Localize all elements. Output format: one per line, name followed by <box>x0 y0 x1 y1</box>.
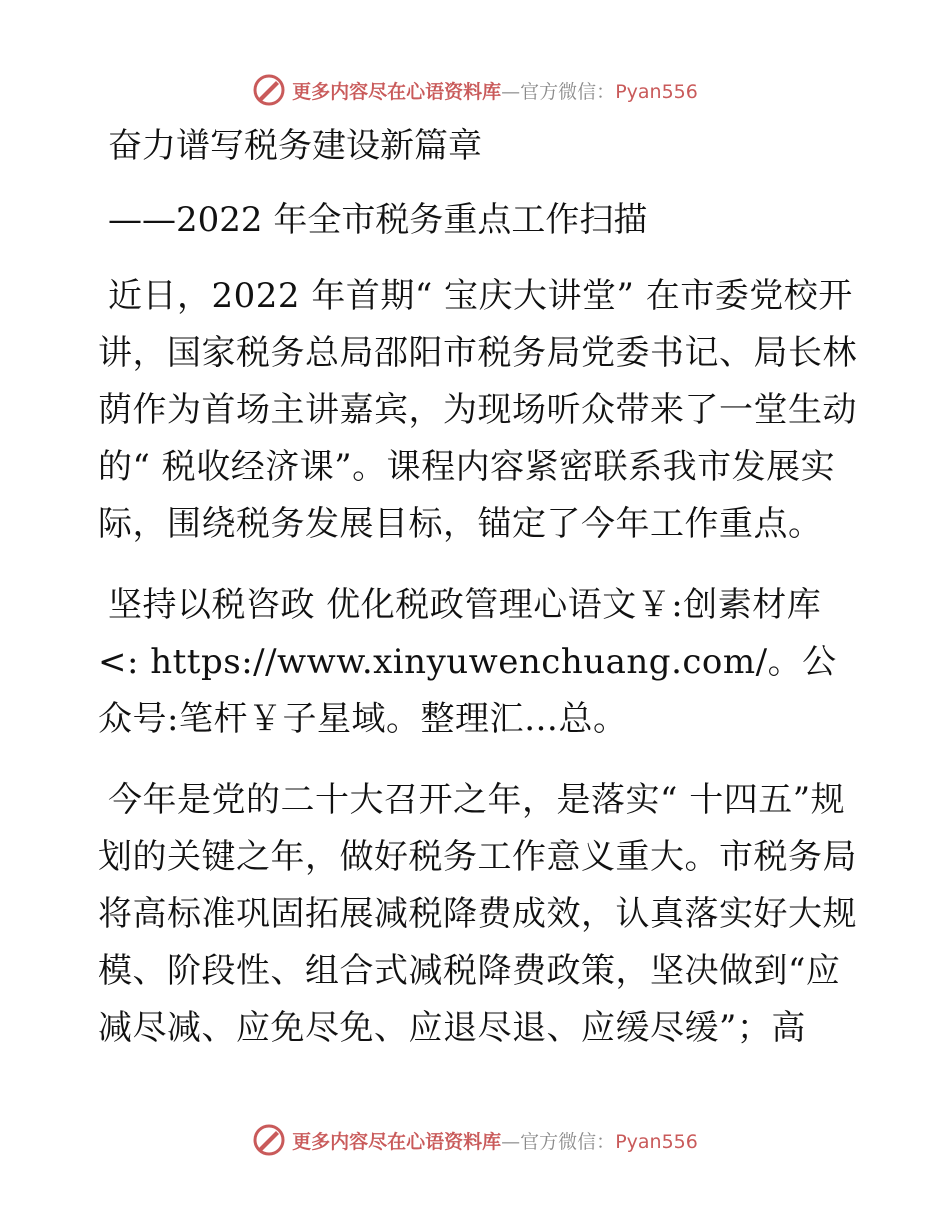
watermark-main-text: 更多内容尽在心语资料库 <box>292 1130 502 1153</box>
red-pen-seal-icon <box>252 73 286 107</box>
watermark-text <box>292 1127 698 1154</box>
watermark-main-text: 更多内容尽在心语资料库 <box>292 80 502 103</box>
wechat-label: 官方微信： <box>520 80 616 103</box>
watermark-text <box>292 77 698 104</box>
wechat-label: 官方微信： <box>520 1130 616 1153</box>
watermark-separator: — <box>501 1130 521 1153</box>
document-title: 奋力谱写税务建设新篇章 <box>108 126 482 166</box>
wechat-id: Pyan556 <box>615 1130 698 1153</box>
document-subtitle: ——2022 年全市税务重点工作扫描 <box>108 200 648 240</box>
wechat-id: Pyan556 <box>615 80 698 103</box>
watermark-separator: — <box>501 80 521 103</box>
footer-watermark-banner <box>0 1120 950 1160</box>
red-pen-seal-icon <box>252 1123 286 1157</box>
document-body <box>98 122 858 1057</box>
paragraph: 坚持以税咨政 优化税政管理心语文￥:创素材库<: https://www.xinyuwenchuang.com/。公众号:笔杆￥子星域。整理汇…总。 <box>98 585 837 739</box>
header-watermark-banner <box>0 70 950 110</box>
paragraph: 近日，2022 年首期“ 宝庆大讲堂” 在市委党校开讲，国家税务总局邵阳市税务局党委书记、局长林荫作为首场主讲嘉宾，为现场听众带来了一堂生动的“ 税收经济课”。课程内容紧密联系我市发展实际，围绕税务发展目标，锚定了今年工作重点。 <box>98 276 857 544</box>
paragraph: 今年是党的二十大召开之年，是落实“ 十四五”规划的关键之年，做好税务工作意义重大。市税务局将高标准巩固拓展减税降费成效，认真落实好大规模、阶段性、组合式减税降费政策，坚决做到“应减尽减、应免尽免、应退尽退、应缓尽缓”；高 <box>98 780 857 1048</box>
